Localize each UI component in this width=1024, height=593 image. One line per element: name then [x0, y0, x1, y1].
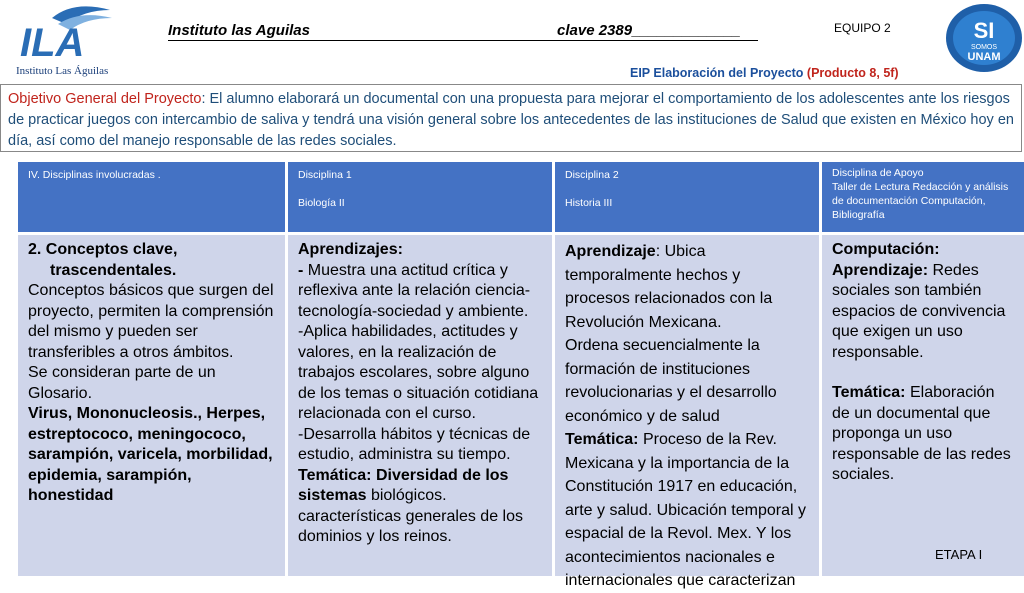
key-concepts-title-2: trascendentales. — [50, 261, 177, 279]
header-cell-discipline-1: Disciplina 1 Biología II — [288, 162, 552, 232]
header-cell-disciplines: IV. Disciplinas involucradas . — [18, 162, 285, 232]
key-concepts-description: Conceptos básicos que surgen del proyecto, permiten la comprensión del mismo y pueden ser transferibles a otros ámbitos. — [28, 282, 274, 361]
key-concepts-cell — [18, 235, 285, 576]
computing-cell — [822, 235, 1024, 576]
history-learning: Aprendizaje: Ubica temporalmente hechos y procesos relacionados con la Revolución Mexicana. — [565, 243, 773, 331]
key-terms: Virus, Mononucleosis., Herpes, estreptococo, meningococo, sarampión, varicela, morbilidad, epidemia, sarampión, honestidad — [28, 405, 273, 504]
learning-item-2: -Aplica habilidades, actitudes y valores, en la realización de trabajos escolares, sobre alguno de los temas o situación cotidiana relacionada con el curso. — [298, 323, 539, 422]
eip-subtitle — [630, 66, 899, 80]
ila-logo — [14, 4, 118, 78]
objective-text: : El alumno elaborará un documental con una propuesta para mejorar el comportamiento de los adolescentes ante los riesgos de practicar juegos con intercambio de saliva y tendrá una visión general sobre los antecedentes de las instituciones de Salud que existen en México hoy en día, así como del manejo responsable de las redes sociales. — [8, 91, 1014, 149]
learning-item-1: - Muestra una actitud crítica y reflexiva ante la relación ciencia-tecnología-sociedad y ambiente. — [298, 261, 531, 320]
disciplines-table — [18, 162, 1024, 589]
key-concepts-title: 2. Conceptos clave, — [28, 241, 178, 258]
svg-text:SI: SI — [973, 18, 995, 43]
objective-box — [0, 84, 1022, 152]
biology-cell — [288, 235, 552, 576]
stage-label: ETAPA I — [935, 547, 983, 562]
eip-product: (Producto 8, 5f) — [806, 66, 899, 80]
clave-field: clave 2389_____________ — [557, 22, 741, 39]
computing-learning: Aprendizaje: Redes sociales son también espacios de convivencia que exigen un uso responsable. — [832, 261, 1006, 361]
svg-text:SOMOS: SOMOS — [970, 44, 998, 51]
team-label: EQUIPO 2 — [834, 21, 891, 35]
objective-label: Objetivo General del Proyecto — [8, 91, 202, 107]
learning-title: Aprendizajes: — [298, 241, 403, 258]
institute-name: Instituto las Aguilas — [168, 22, 310, 39]
unam-logo — [944, 2, 1024, 74]
svg-text:Instituto Las Águilas: Instituto Las Águilas — [16, 65, 109, 77]
glossary-note: Se consideran parte de un Glosario. — [28, 364, 216, 402]
svg-text:UNAM: UNAM — [967, 51, 1001, 63]
biology-theme: Temática: Diversidad de los sistemas biológicos. características generales de los dominios y los reinos. — [298, 466, 523, 545]
svg-text:ILA: ILA — [20, 21, 85, 65]
header-title — [168, 22, 758, 41]
learning-item-3: -Desarrolla hábitos y técnicas de estudio, administra su tiempo. — [298, 425, 531, 463]
header-cell-discipline-2: Disciplina 2 Historia III — [555, 162, 819, 232]
eip-label: EIP Elaboración del Proyecto — [630, 66, 804, 80]
history-cell — [555, 235, 819, 589]
header-cell-support-discipline: Disciplina de Apoyo Taller de Lectura Redacción y análisis de documentación Computación, Bibliografía — [822, 162, 1024, 232]
history-theme: Temática: Proceso de la Rev. Mexicana y la importancia de la Constitución 1917 en educación, arte y salud. Ubicación temporal y espacial de la Revol. Mex. Y los acontecimientos nacionales e internacionales que caracterizan — [565, 431, 806, 589]
computing-theme: Temática: Elaboración de un documental que proponga un uso responsable de las redes sociales. — [832, 384, 1011, 483]
computing-title: Computación: — [832, 241, 940, 258]
history-sequence: Ordena secuencialmente la formación de instituciones revolucionarias y el desarrollo económico y de salud — [565, 337, 777, 425]
